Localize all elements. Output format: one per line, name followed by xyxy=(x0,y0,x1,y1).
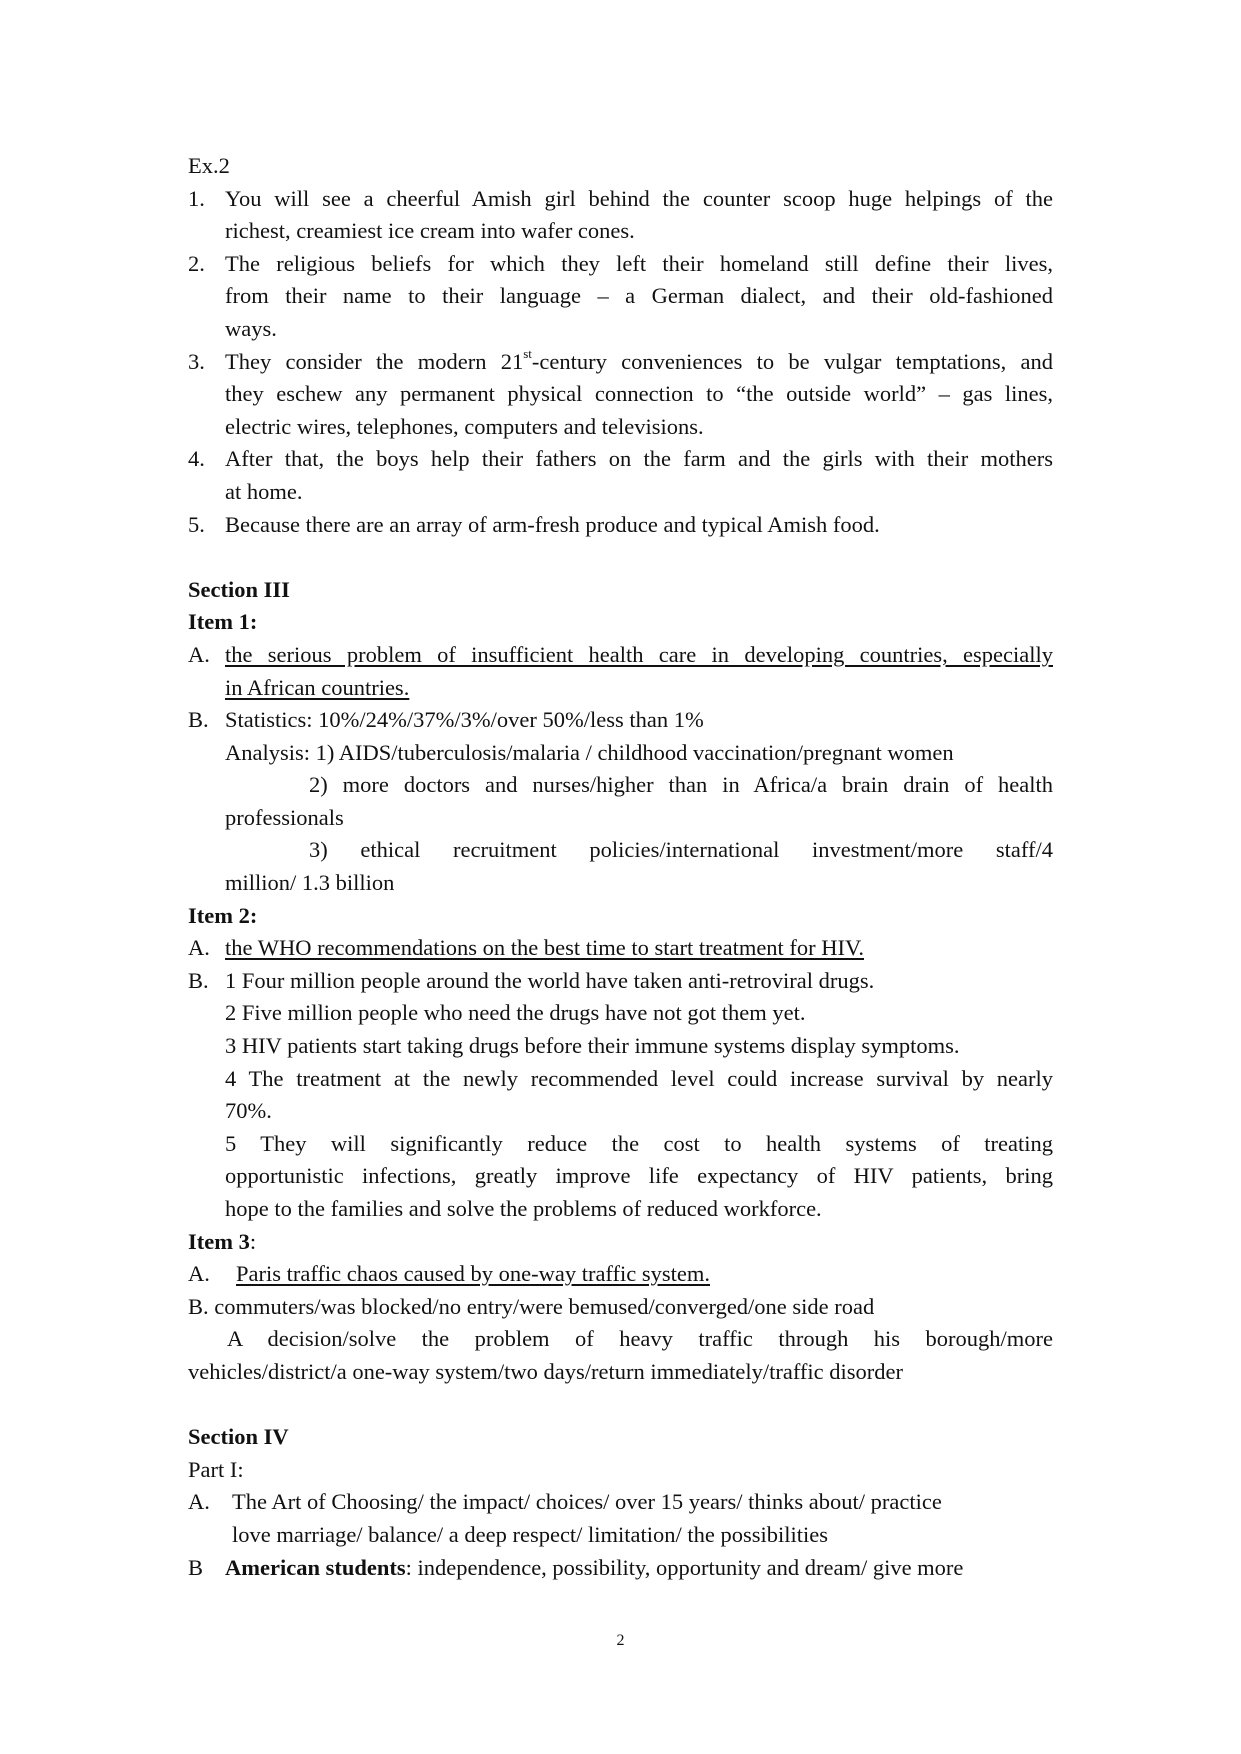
list-item xyxy=(188,248,1053,346)
item-text: After that, the boys help their fathers on the farm and the girls with their mothers xyxy=(225,446,1053,472)
item-text: The religious beliefs for which they left their homeland still define their lives, xyxy=(225,250,1053,276)
item-text: Because there are an array of arm-fresh produce and typical Amish food. xyxy=(225,511,880,537)
list-item xyxy=(188,704,1053,900)
item-letter: A. xyxy=(188,935,210,961)
item-number: 1. xyxy=(188,185,205,211)
detail-text: 2 Five million people who need the drugs have not got them yet. xyxy=(225,1000,806,1026)
main-idea-text: in African countries. xyxy=(225,674,410,700)
main-idea-text: the WHO recommendations on the best time to start treatment for HIV. xyxy=(225,935,865,961)
detail-text: hope to the families and solve the problems of reduced workforce. xyxy=(225,1196,822,1221)
item-text: They consider the modern 21st-century conveniences to be vulgar temptations, and xyxy=(225,346,1053,374)
item-number: 5. xyxy=(188,511,205,537)
item-heading: Item 1: xyxy=(188,609,258,635)
item-heading: Item 2: xyxy=(188,902,258,928)
main-idea-text: Paris traffic chaos caused by one-way traffic system. xyxy=(236,1261,711,1287)
item-number: 4. xyxy=(188,446,205,472)
analysis-text: million/ 1.3 billion xyxy=(225,870,395,896)
analysis-text: professionals xyxy=(225,804,344,830)
part-heading: Part I: xyxy=(188,1456,244,1482)
item-number: 3. xyxy=(188,348,205,374)
item-letter: B xyxy=(188,1554,204,1580)
item-text: richest, creamiest ice cream into wafer cones. xyxy=(225,218,635,244)
superscript: st xyxy=(523,346,532,362)
item-letter: A. xyxy=(188,1261,210,1287)
detail-text: vehicles/district/a one-way system/two days/return immediately/traffic disorder xyxy=(188,1358,904,1384)
detail-text: 70%. xyxy=(225,1098,272,1124)
list-item xyxy=(188,639,1053,704)
list-item xyxy=(188,183,1053,248)
item-text: electric wires, telephones, computers and televisions. xyxy=(225,413,704,439)
analysis-text: 2) more doctors and nurses/higher than in Africa/a brain drain of health xyxy=(309,772,1053,798)
detail-text: 4 The treatment at the newly recommended level could increase survival by nearly xyxy=(225,1065,1053,1091)
item-text: at home. xyxy=(225,478,303,504)
analysis-text: Analysis: 1) AIDS/tuberculosis/malaria / childhood vaccination/pregnant women xyxy=(225,739,954,765)
list-item xyxy=(188,1486,1053,1551)
list-item xyxy=(188,1258,1053,1291)
section-heading: Section IV xyxy=(188,1424,289,1450)
detail-text: 3 HIV patients start taking drugs before their immune systems display symptoms. xyxy=(225,1033,960,1059)
detail-text: B. commuters/was blocked/no entry/were bemused/converged/one side road xyxy=(188,1293,875,1319)
list-item xyxy=(188,509,1053,542)
document-page xyxy=(188,150,1053,1584)
item-text: they eschew any permanent physical connection to “the outside world” – gas lines, xyxy=(225,381,1053,407)
list-item xyxy=(188,965,1053,1226)
exercise-label: Ex.2 xyxy=(188,153,230,178)
statistics-text: Statistics: 10%/24%/37%/3%/over 50%/less than 1% xyxy=(225,707,704,733)
analysis-text: 3) ethical recruitment policies/international investment/more staff/4 xyxy=(309,837,1053,863)
item-text: from their name to their language – a German dialect, and their old-fashioned xyxy=(225,283,1053,309)
item-text: ways. xyxy=(225,315,277,341)
item-number: 2. xyxy=(188,250,205,276)
item-text: You will see a cheerful Amish girl behind the counter scoop huge helpings of the xyxy=(225,185,1053,211)
list-item xyxy=(188,443,1053,508)
item-letter: B. xyxy=(188,967,209,993)
detail-text: love marriage/ balance/ a deep respect/ limitation/ the possibilities xyxy=(232,1521,829,1547)
item-letter: A. xyxy=(188,641,210,667)
page-number: 2 xyxy=(616,1632,625,1649)
item-letter: B. xyxy=(188,707,209,733)
item-heading: Item 3: xyxy=(188,1228,257,1254)
detail-text: The Art of Choosing/ the impact/ choices/ over 15 years/ thinks about/ practice xyxy=(232,1489,942,1515)
section-heading: Section III xyxy=(188,576,290,602)
detail-text: American students: independence, possibility, opportunity and dream/ give more xyxy=(225,1554,964,1580)
detail-text: 5 They will significantly reduce the cost to health systems of treating xyxy=(225,1130,1053,1156)
list-item xyxy=(188,346,1053,444)
item-letter: A. xyxy=(188,1489,210,1515)
main-idea-text: the serious problem of insufficient health care in developing countries, especially xyxy=(225,641,1053,667)
list-item xyxy=(188,932,1053,965)
detail-text: A decision/solve the problem of heavy traffic through his borough/more xyxy=(227,1326,1053,1352)
detail-text: 1 Four million people around the world have taken anti-retroviral drugs. xyxy=(225,967,875,993)
detail-text: opportunistic infections, greatly improve life expectancy of HIV patients, bring xyxy=(225,1163,1053,1189)
list-item xyxy=(188,1552,1053,1585)
